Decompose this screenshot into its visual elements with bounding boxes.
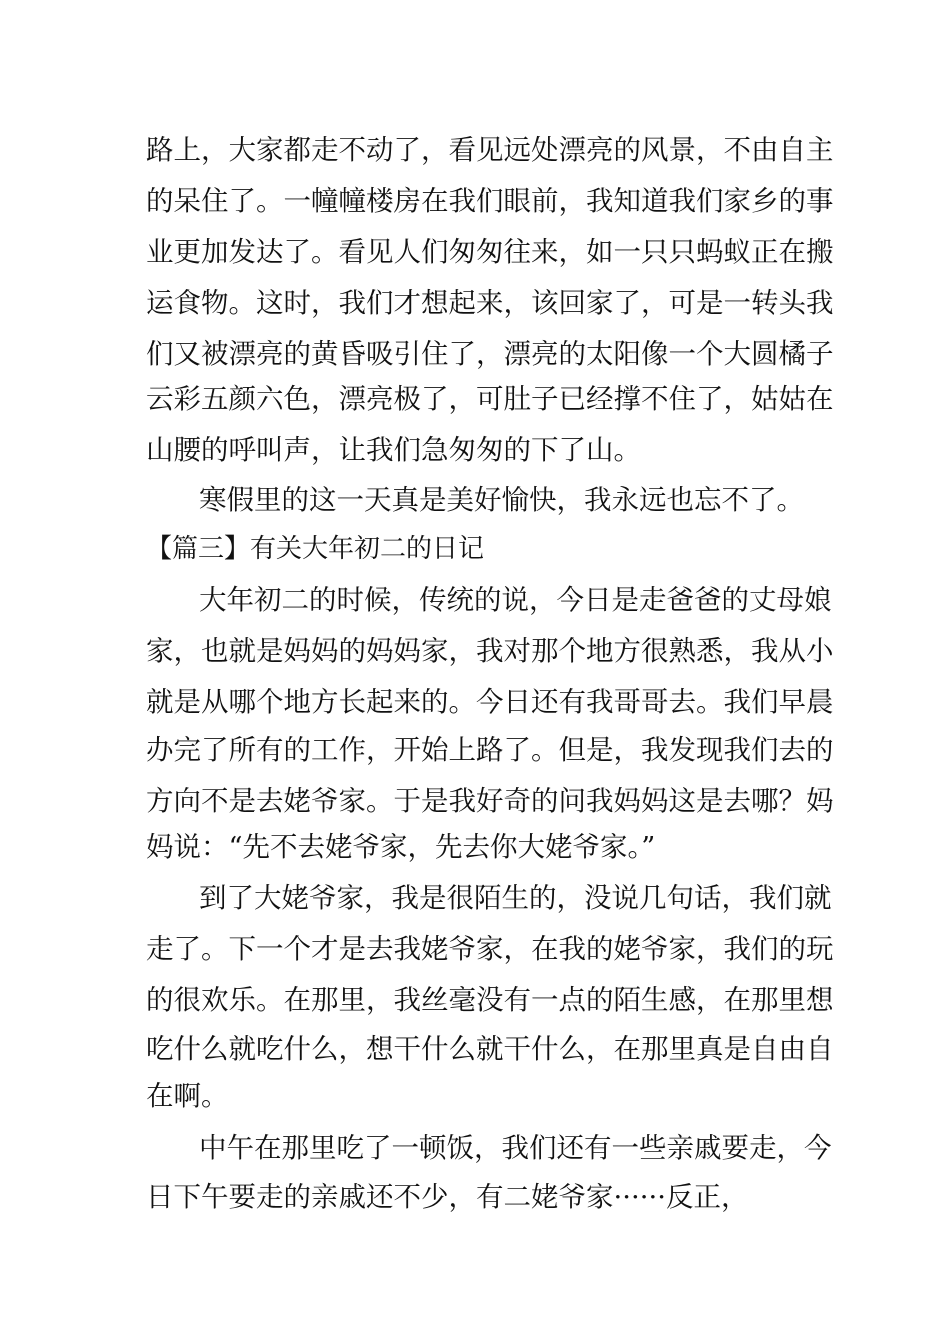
text-line: 就是从哪个地方长起来的。今日还有我哥哥去。我们早晨 — [146, 686, 834, 718]
text-line: 云彩五颜六色，漂亮极了，可肚子已经撑不住了，姑姑在 — [146, 383, 834, 415]
text-line: 在啊。 — [146, 1080, 229, 1112]
text-line: 的很欢乐。在那里，我丝毫没有一点的陌生感，在那里想 — [146, 984, 834, 1016]
paragraph-first-line: 到了大姥爷家，我是很陌生的，没说几句话，我们就 — [199, 882, 832, 914]
text-line: 山腰的呼叫声，让我们急匆匆的下了山。 — [146, 434, 641, 466]
text-line: 业更加发达了。看见人们匆匆往来，如一只只蚂蚁正在搬 — [146, 236, 834, 268]
text-line: 路上，大家都走不动了，看见远处漂亮的风景，不由自主 — [146, 134, 834, 166]
text-line: 妈说：“先不去姥爷家，先去你大姥爷家。” — [146, 831, 656, 863]
text-line: 的呆住了。一幢幢楼房在我们眼前，我知道我们家乡的事 — [146, 185, 834, 217]
text-line: 办完了所有的工作，开始上路了。但是，我发现我们去的 — [146, 734, 834, 766]
paragraph-first-line: 大年初二的时候，传统的说，今日是走爸爸的丈母娘 — [199, 584, 832, 616]
text-line: 日下午要走的亲戚还不少，有二姥爷家······反正， — [146, 1181, 749, 1213]
text-line: 们又被漂亮的黄昏吸引住了，漂亮的太阳像一个大圆橘子 — [146, 338, 834, 370]
text-line: 走了。下一个才是去我姥爷家，在我的姥爷家，我们的玩 — [146, 933, 834, 965]
text-line: 运食物。这时，我们才想起来，该回家了，可是一转头我 — [146, 287, 834, 319]
text-line: 方向不是去姥爷家。于是我好奇的问我妈妈这是去哪？妈 — [146, 785, 834, 817]
section-heading: 【篇三】有关大年初二的日记 — [146, 534, 485, 564]
paragraph-first-line: 中午在那里吃了一顿饭，我们还有一些亲戚要走，今 — [199, 1132, 832, 1164]
paragraph-first-line: 寒假里的这一天真是美好愉快，我永远也忘不了。 — [199, 484, 804, 516]
text-line: 家，也就是妈妈的妈妈家，我对那个地方很熟悉，我从小 — [146, 635, 834, 667]
text-line: 吃什么就吃什么，想干什么就干什么，在那里真是自由自 — [146, 1033, 834, 1065]
